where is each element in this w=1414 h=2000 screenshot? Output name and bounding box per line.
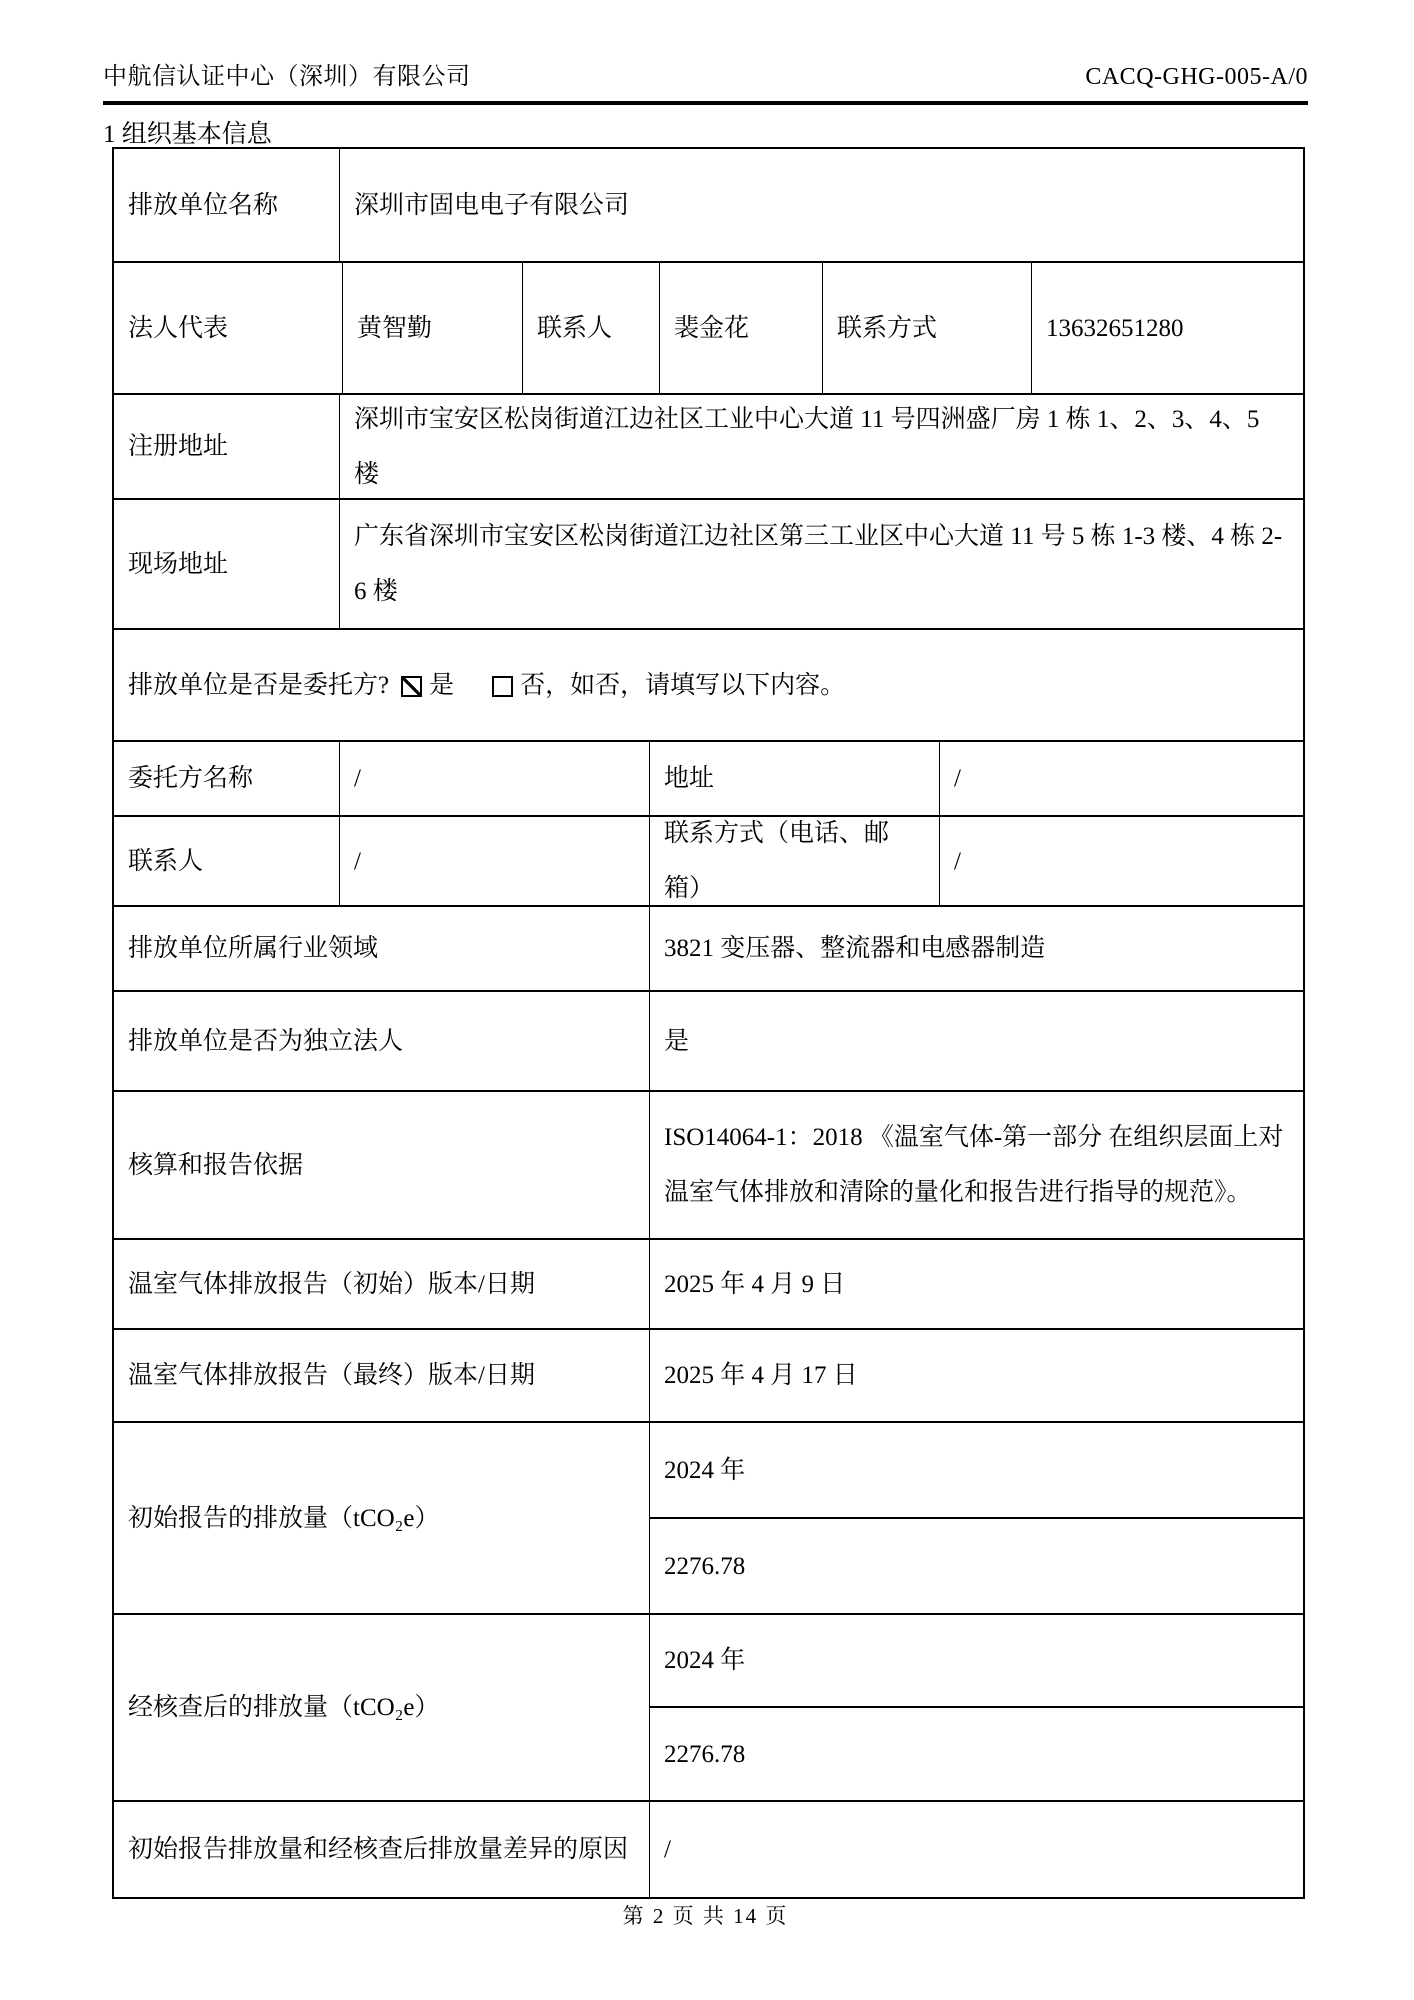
reporting-basis-row — [114, 1092, 1303, 1240]
client-question-yes-label: 是 — [429, 671, 455, 699]
verified-emission-value: 2276.78 — [664, 1740, 746, 1768]
header-rule — [103, 101, 1308, 105]
org-info-table — [112, 147, 1305, 1899]
difference-reason-value: / — [664, 1836, 671, 1863]
verified-emission-row — [114, 1615, 1303, 1802]
industry-row — [114, 907, 1303, 992]
initial-emission-values — [650, 1423, 1303, 1613]
header-doc-code: CACQ-GHG-005-A/0 — [1085, 64, 1308, 90]
final-report-value: 2025 年 4 月 17 日 — [664, 1362, 858, 1389]
client-question-cell — [114, 630, 1303, 740]
registered-address-row — [114, 395, 1303, 500]
unit-name-label: 排放单位名称 — [114, 149, 340, 261]
registered-address-label: 注册地址 — [114, 395, 340, 498]
difference-reason-label: 初始报告排放量和经核查后排放量差异的原因 — [114, 1802, 650, 1897]
client-phone-label: 联系方式（电话、邮箱） — [650, 817, 940, 905]
contact-label: 联系人 — [523, 263, 660, 393]
checkbox-checked-icon — [401, 676, 422, 697]
initial-emission-label: 初始报告的排放量（tCO₂e） — [114, 1423, 650, 1613]
final-report-row — [114, 1330, 1303, 1423]
unit-name-row — [114, 149, 1303, 263]
industry-value: 3821 变压器、整流器和电感器制造 — [664, 935, 1046, 962]
difference-reason-row — [114, 1802, 1303, 1897]
page-number: 第 2 页 共 14 页 — [622, 1904, 789, 1928]
client-address-label: 地址 — [650, 742, 940, 815]
initial-report-value: 2025 年 4 月 9 日 — [664, 1270, 846, 1298]
initial-report-label: 温室气体排放报告（初始）版本/日期 — [114, 1240, 650, 1328]
phone-label: 联系方式 — [823, 263, 1032, 393]
final-report-label: 温室气体排放报告（最终）版本/日期 — [114, 1330, 650, 1421]
header-company-name: 中航信认证中心（深圳）有限公司 — [103, 64, 471, 90]
reporting-basis-value: ISO14064-1：2018 《温室气体-第一部分 在组织层面上对温室气体排放和清除的量化和报告进行指导的规范》。 — [664, 1124, 1284, 1206]
verified-emission-values — [650, 1615, 1303, 1800]
site-address-value: 广东省深圳市宝安区松岗街道江边社区第三工业区中心大道 11 号 5 栋 1-3 楼、4 栋 2-6 楼 — [354, 523, 1283, 605]
section-title: 1 组织基本信息 — [103, 121, 272, 148]
site-address-row — [114, 500, 1303, 630]
client-contact-label: 联系人 — [114, 817, 340, 905]
contact-value: 裴金花 — [660, 263, 823, 393]
phone-value: 13632651280 — [1046, 314, 1184, 342]
registered-address-value: 深圳市宝安区松岗街道江边社区工业中心大道 11 号四洲盛厂房 1 栋 1、2、3、4、5 楼 — [354, 405, 1260, 488]
page-header — [103, 56, 1308, 91]
initial-emission-value: 2276.78 — [664, 1552, 746, 1580]
client-contact-value: / — [340, 817, 650, 905]
client-question-row — [114, 630, 1303, 742]
independent-entity-row — [114, 992, 1303, 1092]
checkbox-empty-icon — [492, 676, 513, 697]
client-name-label: 委托方名称 — [114, 742, 340, 815]
client-contact-row — [114, 817, 1303, 907]
client-name-value: / — [340, 742, 650, 815]
site-address-label: 现场地址 — [114, 500, 340, 628]
initial-report-row — [114, 1240, 1303, 1330]
client-phone-value: / — [954, 847, 961, 875]
independent-entity-value: 是 — [664, 1027, 690, 1055]
independent-entity-label: 排放单位是否为独立法人 — [114, 992, 650, 1090]
client-question-no-label: 否，如否，请填写以下内容。 — [520, 671, 846, 699]
verified-emission-label: 经核查后的排放量（tCO₂e） — [114, 1615, 650, 1800]
legal-rep-value: 黄智勤 — [343, 263, 523, 393]
client-address-value: / — [954, 765, 961, 792]
unit-name-value: 深圳市固电电子有限公司 — [354, 191, 630, 219]
legal-rep-label: 法人代表 — [114, 263, 343, 393]
legal-rep-row — [114, 263, 1303, 395]
reporting-basis-label: 核算和报告依据 — [114, 1092, 650, 1238]
client-question-text: 排放单位是否是委托方? — [128, 671, 390, 699]
client-name-row — [114, 742, 1303, 817]
verified-emission-year: 2024 年 — [650, 1615, 1303, 1708]
initial-emission-row — [114, 1423, 1303, 1615]
industry-label: 排放单位所属行业领域 — [114, 907, 650, 990]
initial-emission-year: 2024 年 — [650, 1423, 1303, 1519]
